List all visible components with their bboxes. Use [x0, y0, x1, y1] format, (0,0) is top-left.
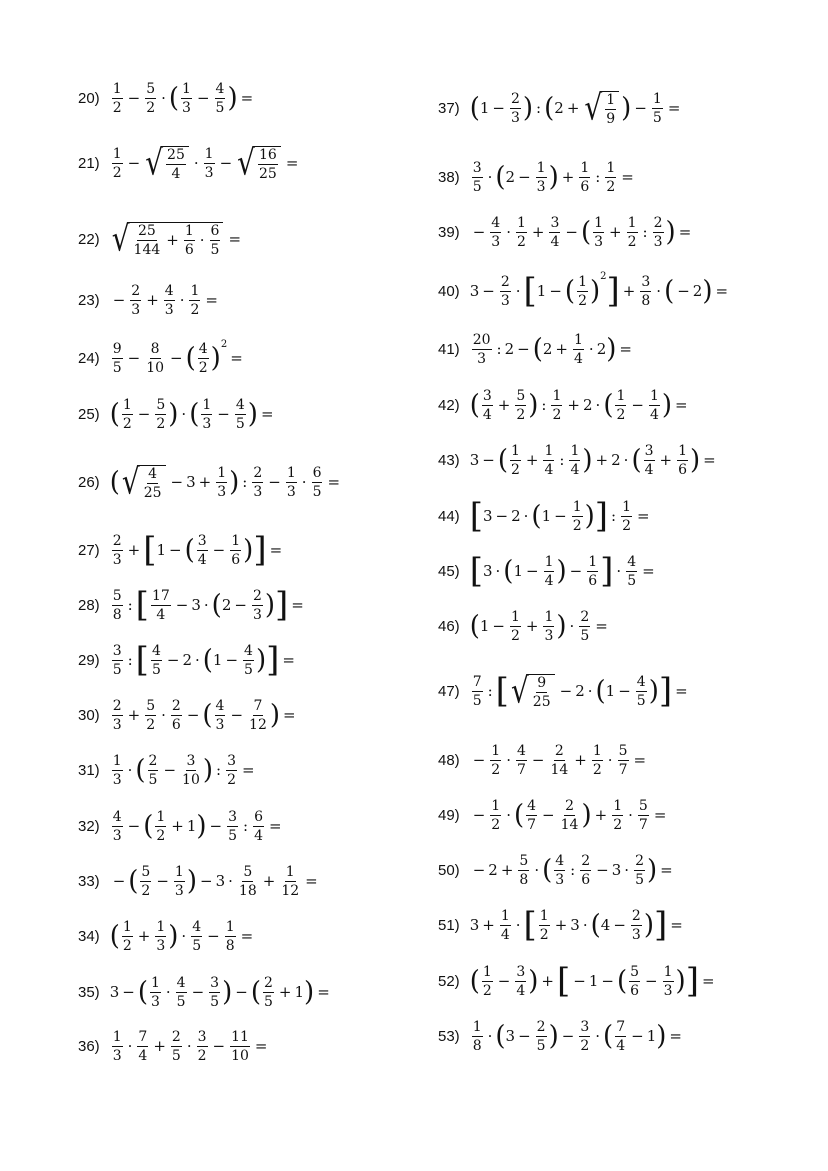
exercise-number: 25) [78, 405, 100, 423]
exercise-41 [438, 331, 635, 367]
exercise-44 [438, 498, 653, 534]
exercise-number: 36) [78, 1037, 100, 1055]
exercise-53 [438, 1018, 685, 1054]
exercise-36 [78, 1028, 271, 1064]
exercise-expression: 3 − $\frac{2}{3}$ · [ 1 − ( $\frac{1}{2}$ ) 2 ] + $\frac{3}{8}$ · ( − 2 ) = [469, 271, 729, 311]
exercise-expression: ( 1 − $\frac{2}{3}$ ) : ( 2 + √ $\frac{1}{9}$ ) − $\frac{1}{5}$ = [469, 86, 681, 128]
exercise-34 [78, 918, 256, 954]
exercise-expression: √ $\frac{25}{144}$ + $\frac{1}{6}$ · $\frac{6}{5}$ = [111, 217, 242, 259]
exercise-number: 40) [438, 282, 460, 300]
exercise-number: 53) [438, 1027, 460, 1045]
exercise-expression: − $\frac{1}{2}$ · ( $\frac{4}{7}$ − $\frac{2}{14}$ ) + $\frac{1}{2}$ · $\frac{5}{7}$ = [472, 797, 667, 833]
exercise-expression: ( 1 − $\frac{1}{2}$ + $\frac{1}{3}$ ) · $\frac{2}{5}$ = [469, 608, 608, 644]
exercise-number: 28) [78, 596, 100, 614]
exercise-number: 51) [438, 916, 460, 934]
exercise-23 [78, 282, 221, 318]
exercise-number: 52) [438, 972, 460, 990]
exercise-number: 43) [438, 451, 460, 469]
exercise-expression: $\frac{4}{3}$ − ( $\frac{1}{2}$ + 1 ) − $\frac{3}{5}$ : $\frac{6}{4}$ = [112, 808, 282, 844]
exercise-expression: $\frac{20}{3}$ : 2 − ( 2 + $\frac{1}{4}$ · 2 ) = [472, 331, 632, 367]
exercise-number: 44) [438, 507, 460, 525]
exercise-expression: $\frac{1}{8}$ · ( 3 − $\frac{2}{5}$ ) − $\frac{3}{2}$ · ( $\frac{7}{4}$ − 1 ) = [472, 1018, 682, 1054]
exercise-35 [78, 974, 333, 1010]
exercise-30 [78, 697, 299, 733]
exercise-expression: $\frac{3}{5}$ : [ $\frac{4}{5}$ − 2 · ( 1 − $\frac{4}{5}$ ) ] = [112, 640, 295, 680]
exercise-number: 27) [78, 541, 100, 559]
exercise-expression: ( $\frac{3}{4}$ + $\frac{5}{2}$ ) : $\frac{1}{2}$ + 2 · ( $\frac{1}{2}$ − $\frac{1}{4}$ ) = [469, 387, 688, 423]
exercise-20 [78, 80, 256, 116]
exercise-expression: − $\frac{1}{2}$ · $\frac{4}{7}$ − $\frac{2}{14}$ + $\frac{1}{2}$ · $\frac{5}{7}$ = [472, 742, 647, 778]
exercise-number: 34) [78, 927, 100, 945]
exercise-expression: $\frac{2}{3}$ + [ 1 − ( $\frac{3}{4}$ − $\frac{1}{6}$ ) ] = [112, 530, 283, 570]
exercise-number: 47) [438, 682, 460, 700]
exercise-expression: 3 + $\frac{1}{4}$ · [ $\frac{1}{2}$ + 3 · ( 4 − $\frac{2}{3}$ ) ] = [469, 905, 683, 945]
exercise-expression: $\frac{3}{5}$ · ( 2 − $\frac{1}{3}$ ) + $\frac{1}{6}$ : $\frac{1}{2}$ = [472, 159, 634, 195]
exercise-32 [78, 808, 285, 844]
exercise-expression: [ 3 − 2 · ( 1 − $\frac{1}{2}$ ) ] : $\frac{1}{2}$ = [469, 496, 650, 536]
exercise-number: 20) [78, 89, 100, 107]
exercise-expression: − ( $\frac{5}{2}$ − $\frac{1}{3}$ ) − 3 · $\frac{5}{18}$ + $\frac{1}{12}$ = [112, 863, 318, 899]
exercise-number: 23) [78, 291, 100, 309]
exercise-expression: 3 − ( $\frac{1}{2}$ + $\frac{1}{4}$ : $\frac{1}{4}$ ) + 2 · ( $\frac{3}{4}$ + $\frac{1}{6}$ ) = [469, 442, 716, 478]
exercise-expression: ( $\frac{1}{2}$ − $\frac{3}{4}$ ) + [ − 1 − ( $\frac{5}{6}$ − $\frac{1}{3}$ ) ] = [469, 961, 715, 1001]
exercise-expression: $\frac{1}{2}$ − $\frac{5}{2}$ · ( $\frac{1}{3}$ − $\frac{4}{5}$ ) = [112, 80, 254, 116]
exercise-number: 24) [78, 349, 100, 367]
exercise-28 [78, 587, 307, 623]
exercise-number: 46) [438, 617, 460, 635]
exercise-number: 49) [438, 806, 460, 824]
exercise-45 [438, 553, 658, 589]
exercise-expression: $\frac{7}{5}$ : [ √ $\frac{9}{25}$ − 2 · ( 1 − $\frac{4}{5}$ ) ] = [472, 669, 688, 711]
exercise-51 [438, 907, 686, 943]
exercise-24 [78, 340, 246, 376]
exercise-46 [438, 608, 611, 644]
exercise-22 [78, 217, 244, 259]
exercise-50 [438, 852, 676, 888]
exercise-expression: ( √ $\frac{4}{25}$ − 3 + $\frac{1}{3}$ ) : $\frac{2}{3}$ − $\frac{1}{3}$ · $\frac{6}{5}$ = [109, 460, 341, 502]
exercise-expression: $\frac{1}{3}$ · ( $\frac{2}{5}$ − $\frac{3}{10}$ ) : $\frac{3}{2}$ = [112, 752, 255, 788]
exercise-39 [438, 214, 694, 250]
exercise-49 [438, 797, 669, 833]
exercise-number: 50) [438, 861, 460, 879]
exercise-33 [78, 863, 321, 899]
exercise-number: 42) [438, 396, 460, 414]
exercise-21 [78, 141, 301, 183]
exercise-27 [78, 532, 285, 568]
exercise-expression: ( $\frac{1}{2}$ − $\frac{5}{2}$ ) · ( $\frac{1}{3}$ − $\frac{4}{5}$ ) = [109, 396, 274, 432]
exercise-expression: $\frac{2}{3}$ + $\frac{5}{2}$ · $\frac{2}{6}$ − ( $\frac{4}{3}$ − $\frac{7}{12}$ ) = [112, 697, 296, 733]
exercise-number: 37) [438, 99, 460, 117]
exercise-37 [438, 86, 683, 128]
exercise-number: 21) [78, 154, 100, 172]
exercise-number: 30) [78, 706, 100, 724]
exercise-number: 22) [78, 230, 100, 248]
exercise-29 [78, 642, 298, 678]
exercise-52 [438, 963, 718, 999]
exercise-40 [438, 273, 731, 309]
exercise-number: 29) [78, 651, 100, 669]
exercise-number: 31) [78, 761, 100, 779]
exercise-number: 38) [438, 168, 460, 186]
exercise-expression: $\frac{1}{2}$ − √ $\frac{25}{4}$ · $\frac{1}{3}$ − √ $\frac{16}{25}$ = [112, 141, 299, 183]
exercise-43 [438, 442, 719, 478]
exercise-expression: $\frac{1}{3}$ · $\frac{7}{4}$ + $\frac{2}{5}$ · $\frac{3}{2}$ − $\frac{11}{10}$ = [112, 1028, 268, 1064]
exercise-number: 26) [78, 473, 100, 491]
exercise-number: 39) [438, 223, 460, 241]
exercise-expression: [ 3 · ( 1 − $\frac{1}{4}$ ) − $\frac{1}{6}$ ] · $\frac{4}{5}$ = [469, 551, 655, 591]
exercise-expression: $\frac{5}{8}$ : [ $\frac{17}{4}$ − 3 · ( 2 − $\frac{2}{3}$ ) ] = [112, 585, 304, 625]
exercise-expression: − $\frac{2}{3}$ + $\frac{4}{3}$ · $\frac{1}{2}$ = [112, 282, 218, 318]
exercise-number: 48) [438, 751, 460, 769]
exercise-47 [438, 669, 691, 711]
exercise-number: 45) [438, 562, 460, 580]
exercise-expression: − 2 + $\frac{5}{8}$ · ( $\frac{4}{3}$ : $\frac{2}{6}$ − 3 · $\frac{2}{5}$ ) = [472, 852, 673, 888]
exercise-number: 32) [78, 817, 100, 835]
exercise-42 [438, 387, 691, 423]
exercise-expression: $\frac{9}{5}$ − $\frac{8}{10}$ − ( $\frac{4}{2}$ ) 2 = [112, 338, 243, 376]
exercise-48 [438, 742, 649, 778]
exercise-expression: − $\frac{4}{3}$ · $\frac{1}{2}$ + $\frac{3}{4}$ − ( $\frac{1}{3}$ + $\frac{1}{2}$ : $\frac{2}{3}$ ) = [472, 214, 692, 250]
exercise-number: 41) [438, 340, 460, 358]
exercise-number: 33) [78, 872, 100, 890]
exercise-25 [78, 396, 277, 432]
exercise-number: 35) [78, 983, 100, 1001]
exercise-26 [78, 460, 343, 502]
exercise-38 [438, 159, 637, 195]
exercise-31 [78, 752, 258, 788]
exercise-expression: ( $\frac{1}{2}$ + $\frac{1}{3}$ ) · $\frac{4}{5}$ − $\frac{1}{8}$ = [109, 918, 254, 954]
exercise-expression: 3 − ( $\frac{1}{3}$ · $\frac{4}{5}$ − $\frac{3}{5}$ ) − ( $\frac{2}{5}$ + 1 ) = [109, 974, 330, 1010]
